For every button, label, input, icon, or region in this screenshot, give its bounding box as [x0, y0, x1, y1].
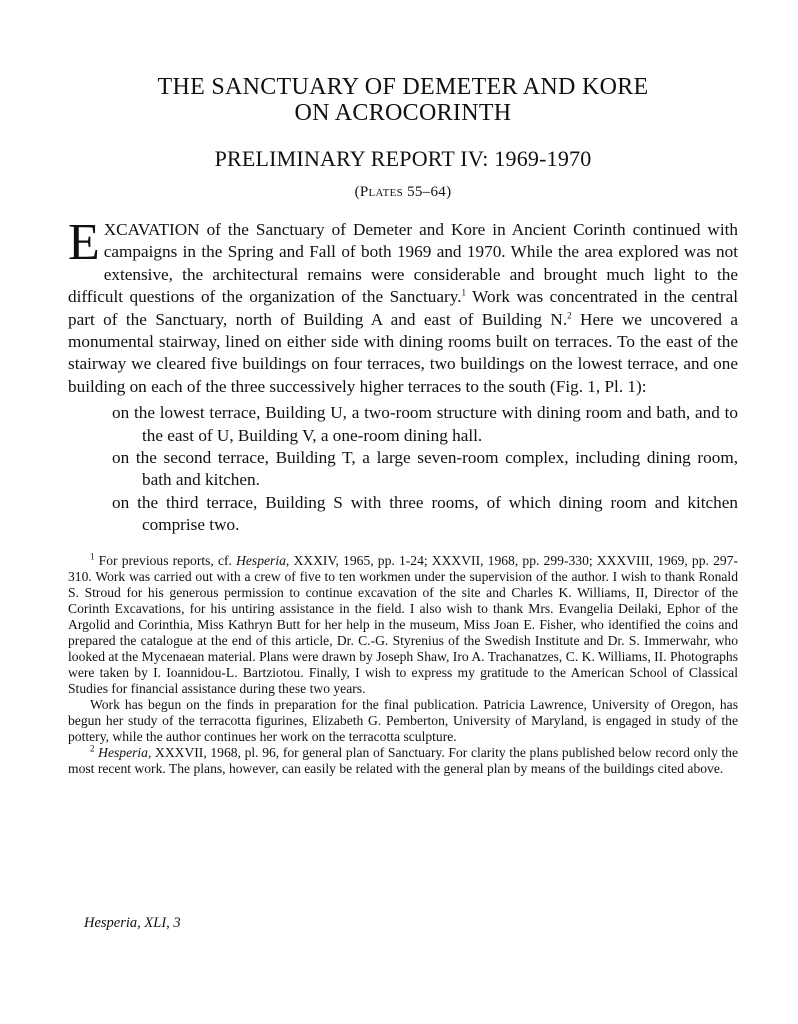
intro-text-part-2: Work was concentrated in the central part of the Sanctuary, north of Building A and east of Building N.	[68, 287, 738, 329]
terrace-list	[68, 402, 738, 536]
footnote-1-text-a: For previous reports, cf.	[94, 552, 237, 568]
footnote-ref-1[interactable]: 1	[461, 287, 466, 298]
footnote-ref-2[interactable]: 2	[567, 309, 572, 320]
footnote-1	[68, 553, 738, 697]
list-item: on the lowest terrace, Building U, a two-room structure with dining room and bath, and to the east of U, Building V, a one-room dining hall.	[112, 403, 738, 445]
footnote-mark-1: 1	[90, 551, 95, 562]
footnotes	[68, 553, 738, 777]
drop-cap: E	[68, 214, 100, 271]
journal-footer: Hesperia, XLI, 3	[84, 915, 181, 931]
footnote-1-text-b: XXXIV, 1965, pp. 1-24; XXXVII, 1968, pp. 299-330; XXXVIII, 1969, pp. 297-310. Work was carried out with a crew of five to ten workmen under the supervision of the author. I wish to thank Ronald S. Stroud for his generous permission to continue excavation of the site and Charles K. Williams, II, Director of the Corinth Excavations, for his untiring assistance in the field. I also wish to thank Mrs. Evangelia Deilaki, Ephor of the Argolid and Corinthia, Miss Kathryn Butt for her help in the museum, Miss Joan E. Fisher, who identified the coins and prepared the catalogue at the end of this article, Dr. C.-G. Styrenius of the Swedish Institute and Dr. S. Immerwahr, who looked at the Mycenaean material. Plans were drawn by Joseph Shaw, Iro A. Trachanatzes, C. K. Williams, II. Photographs were taken by I. Ioannidou-L. Bartziotou. Finally, I wish to express my gratitude to the American School of Classical Studies for financial assistance during these two years.	[68, 552, 738, 696]
intro-text-part-1: XCAVATION of the Sanctuary of Demeter and Kore in Ancient Corinth continued with campaigns in the Spring and Fall of both 1969 and 1970. While the area explored was not extensive, the architectural remains were considerable and brought much light to the difficult questions of the organization of the Sanctuary.	[68, 220, 738, 307]
article-title-line-1: THE SANCTUARY OF DEMETER AND KORE	[157, 74, 649, 100]
footnote-2-journal: Hesperia,	[94, 744, 152, 760]
intro-paragraph	[68, 214, 738, 398]
plates-reference: (Plates 55–64)	[354, 184, 452, 200]
report-subtitle: PRELIMINARY REPORT IV: 1969-1970	[214, 146, 592, 171]
footnote-1-continued: Work has begun on the finds in preparation for the final publication. Patricia Lawrence, University of Oregon, has begun her study of the terracotta figurines, Elizabeth G. Pemberton, University of Maryland, is engaged in study of the pottery, while the author continues her work on the terracotta sculpture.	[68, 696, 738, 744]
footnote-2-text: XXXVII, 1968, pl. 96, for general plan of Sanctuary. For clarity the plans published below record only the most recent work. The plans, however, can easily be related with the general plan by means of the buildings cited above.	[68, 744, 738, 776]
page	[68, 0, 738, 777]
footnote-mark-2: 2	[90, 743, 95, 754]
list-item: on the third terrace, Building S with three rooms, of which dining room and kitchen comprise two.	[112, 492, 738, 535]
footnote-1-journal: Hesperia,	[236, 552, 290, 568]
list-item: on the second terrace, Building T, a large seven-room complex, including dining room, bath and kitchen.	[112, 448, 738, 490]
footnote-2	[68, 745, 738, 777]
article-title-line-2: ON ACROCORINTH	[294, 100, 512, 126]
intro-text-part-3: Here we uncovered a monumental stairway, lined on either side with dining rooms built on terraces. To the east of the stairway we cleared five buildings on four terraces, two buildings on the lowest terrace, and one building on each of the three successively higher terraces to the south (Fig. 1, Pl. 1):	[68, 309, 738, 396]
